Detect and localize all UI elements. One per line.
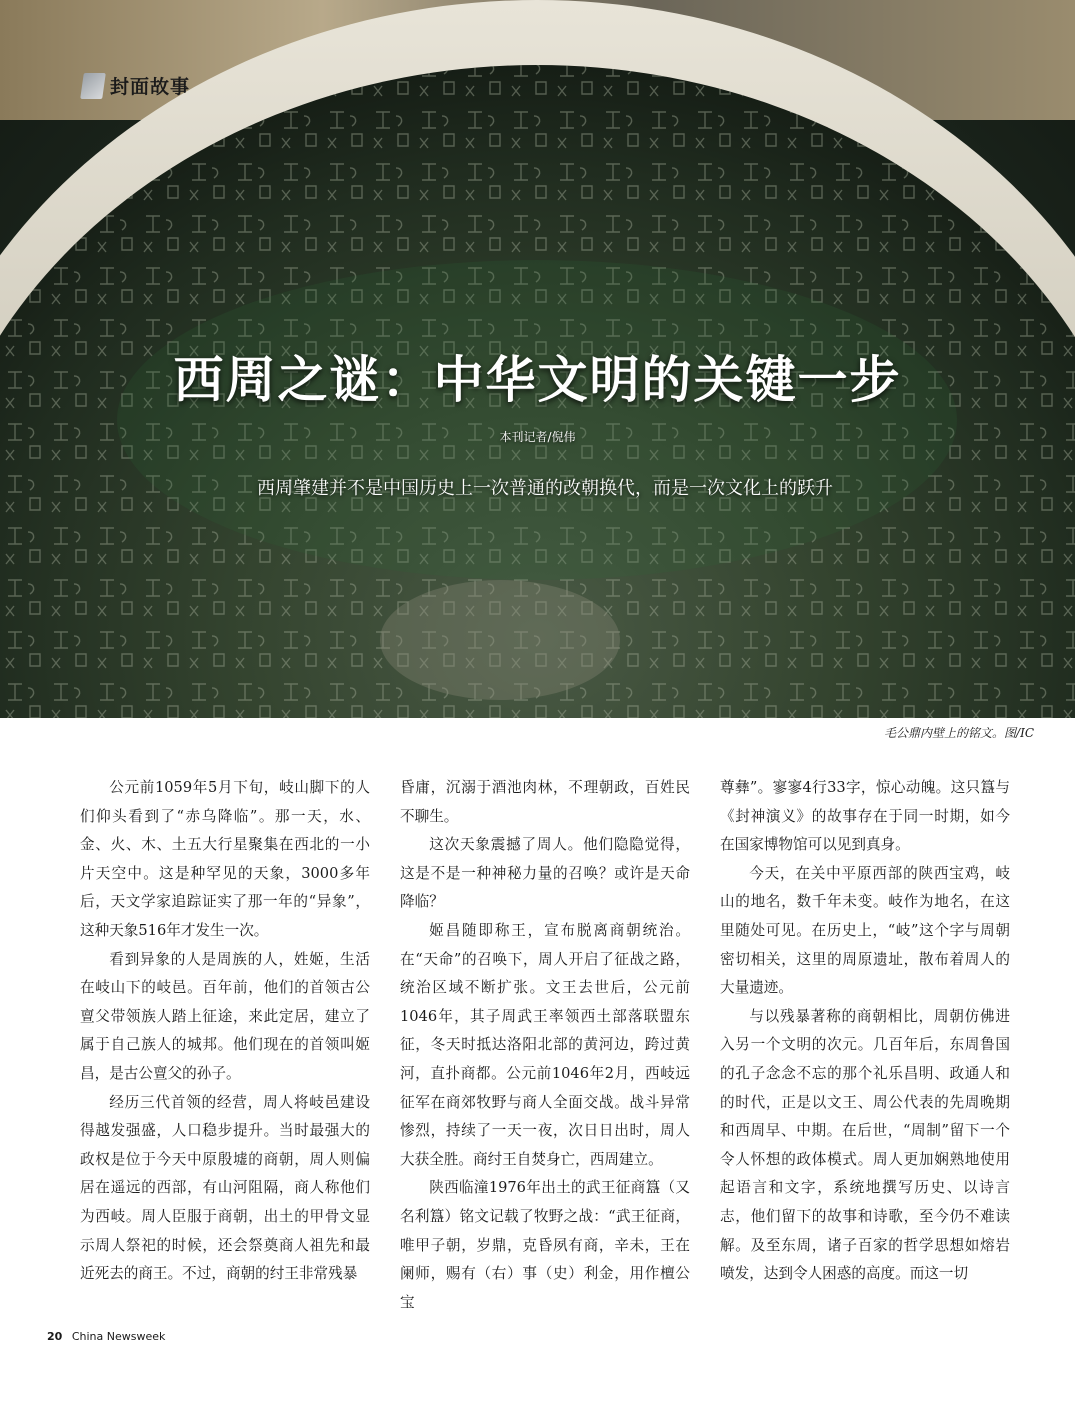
paragraph: 昏庸，沉溺于酒池肉林，不理朝政，百姓民不聊生。 (400, 779, 690, 825)
deck-subtitle: 西周肇建并不是中国历史上一次普通的改朝换代，而是一次文化上的跃升 (257, 478, 833, 499)
article-column-1 (80, 774, 370, 1317)
section-tag (82, 72, 190, 99)
headline: 西周之谜：中华文明的关键一步 (173, 351, 902, 409)
paragraph: 与以残暴著称的商朝相比，周朝仿佛进入另一个文明的次元。几百年后，东周鲁国的孔子念念不忘的那个礼乐昌明、政通人和的时代，正是以文王、周公代表的先周晚期和西周早、中期。在后世，“周制”留下一个令人怀想的政体模式。周人更加娴熟地使用起语言和文字，系统地撰写历史、以诗言志，他们留下的故事和诗歌，至今仍不难读解。及至东周，诸子百家的哲学思想如熔岩喷发，达到令人困惑的高度。而这一切 (720, 1007, 1010, 1283)
paragraph: 经历三代首领的经营，周人将岐邑建设得越发强盛，人口稳步提升。当时最强大的政权是位于今天中原殷墟的商朝，周人则偏居在遥远的西部，有山河阻隔，商人称他们为西岐。周人臣服于商朝，出土的甲骨文显示周人祭祀的时候，还会祭奠商人祖先和最近死去的商王。不过，商朝的纣王非常残暴 (80, 1093, 370, 1283)
paragraph: 姬昌随即称王，宣布脱离商朝统治。在“天命”的召唤下，周人开启了征战之路，统治区域不断扩张。文王去世后，公元前1046年，其子周武王率领西土部落联盟东征，冬天时抵达洛阳北部的黄河边，跨过黄河，直扑商都。公元前1046年2月，西岐远征军在商郊牧野与商人全面交战。战斗异常惨烈，持续了一天一夜，次日日出时，周人大获全胜。商纣王自焚身亡，西周建立。 (400, 921, 690, 1168)
photo-caption: 毛公鼎内壁上的铭文。图/IC (884, 726, 1034, 740)
publication-name: China Newsweek (71, 1330, 166, 1343)
paragraph: 今天，在关中平原西部的陕西宝鸡，岐山的地名，数千年未变。岐作为地名，在这里随处可见。在历史上，“岐”这个字与周朝密切相关，这里的周原遗址，散布着周人的大量遗迹。 (720, 864, 1010, 997)
paragraph: 陕西临潼1976年出土的武王征商簋（又名利簋）铭文记载了牧野之战：“武王征商，唯甲子朝，岁鼎，克昏夙有商，辛未，王在阑师，赐有（右）事（史）利金，用作檀公宝 (400, 1179, 690, 1311)
section-tag-label: 封面故事 (110, 76, 191, 98)
paragraph: 看到异象的人是周族的人，姓姬，生活在岐山下的岐邑。百年前，他们的首领古公亶父带领族人踏上征途，来此定居，建立了属于自己族人的城邦。他们现在的首领叫姬昌，是古公亶父的孙子。 (80, 950, 370, 1082)
article-column-2 (400, 774, 690, 1317)
paragraph: 公元前1059年5月下旬，岐山脚下的人们仰头看到了“赤乌降临”。那一天，水、金、火、木、土五大行星聚集在西北的一小片天空中。这是种罕见的天象，3000多年后，天文学家追踪证实了那一年的“异象”，这种天象516年才发生一次。 (80, 779, 370, 939)
byline: 本刊记者/倪伟 (499, 430, 576, 444)
article-column-3 (720, 774, 1010, 1317)
page-footer (47, 1330, 165, 1343)
section-tag-icon (80, 73, 106, 99)
page-number: 20 (47, 1330, 63, 1343)
article-body (80, 774, 1010, 1317)
paragraph: 这次天象震撼了周人。他们隐隐觉得，这是不是一种神秘力量的召唤？或许是天命降临？ (400, 836, 690, 911)
paragraph: 尊彝”。寥寥4行33字，惊心动魄。这只簋与《封神演义》的故事存在于同一时期，如今在国家博物馆可以见到真身。 (720, 779, 1010, 854)
